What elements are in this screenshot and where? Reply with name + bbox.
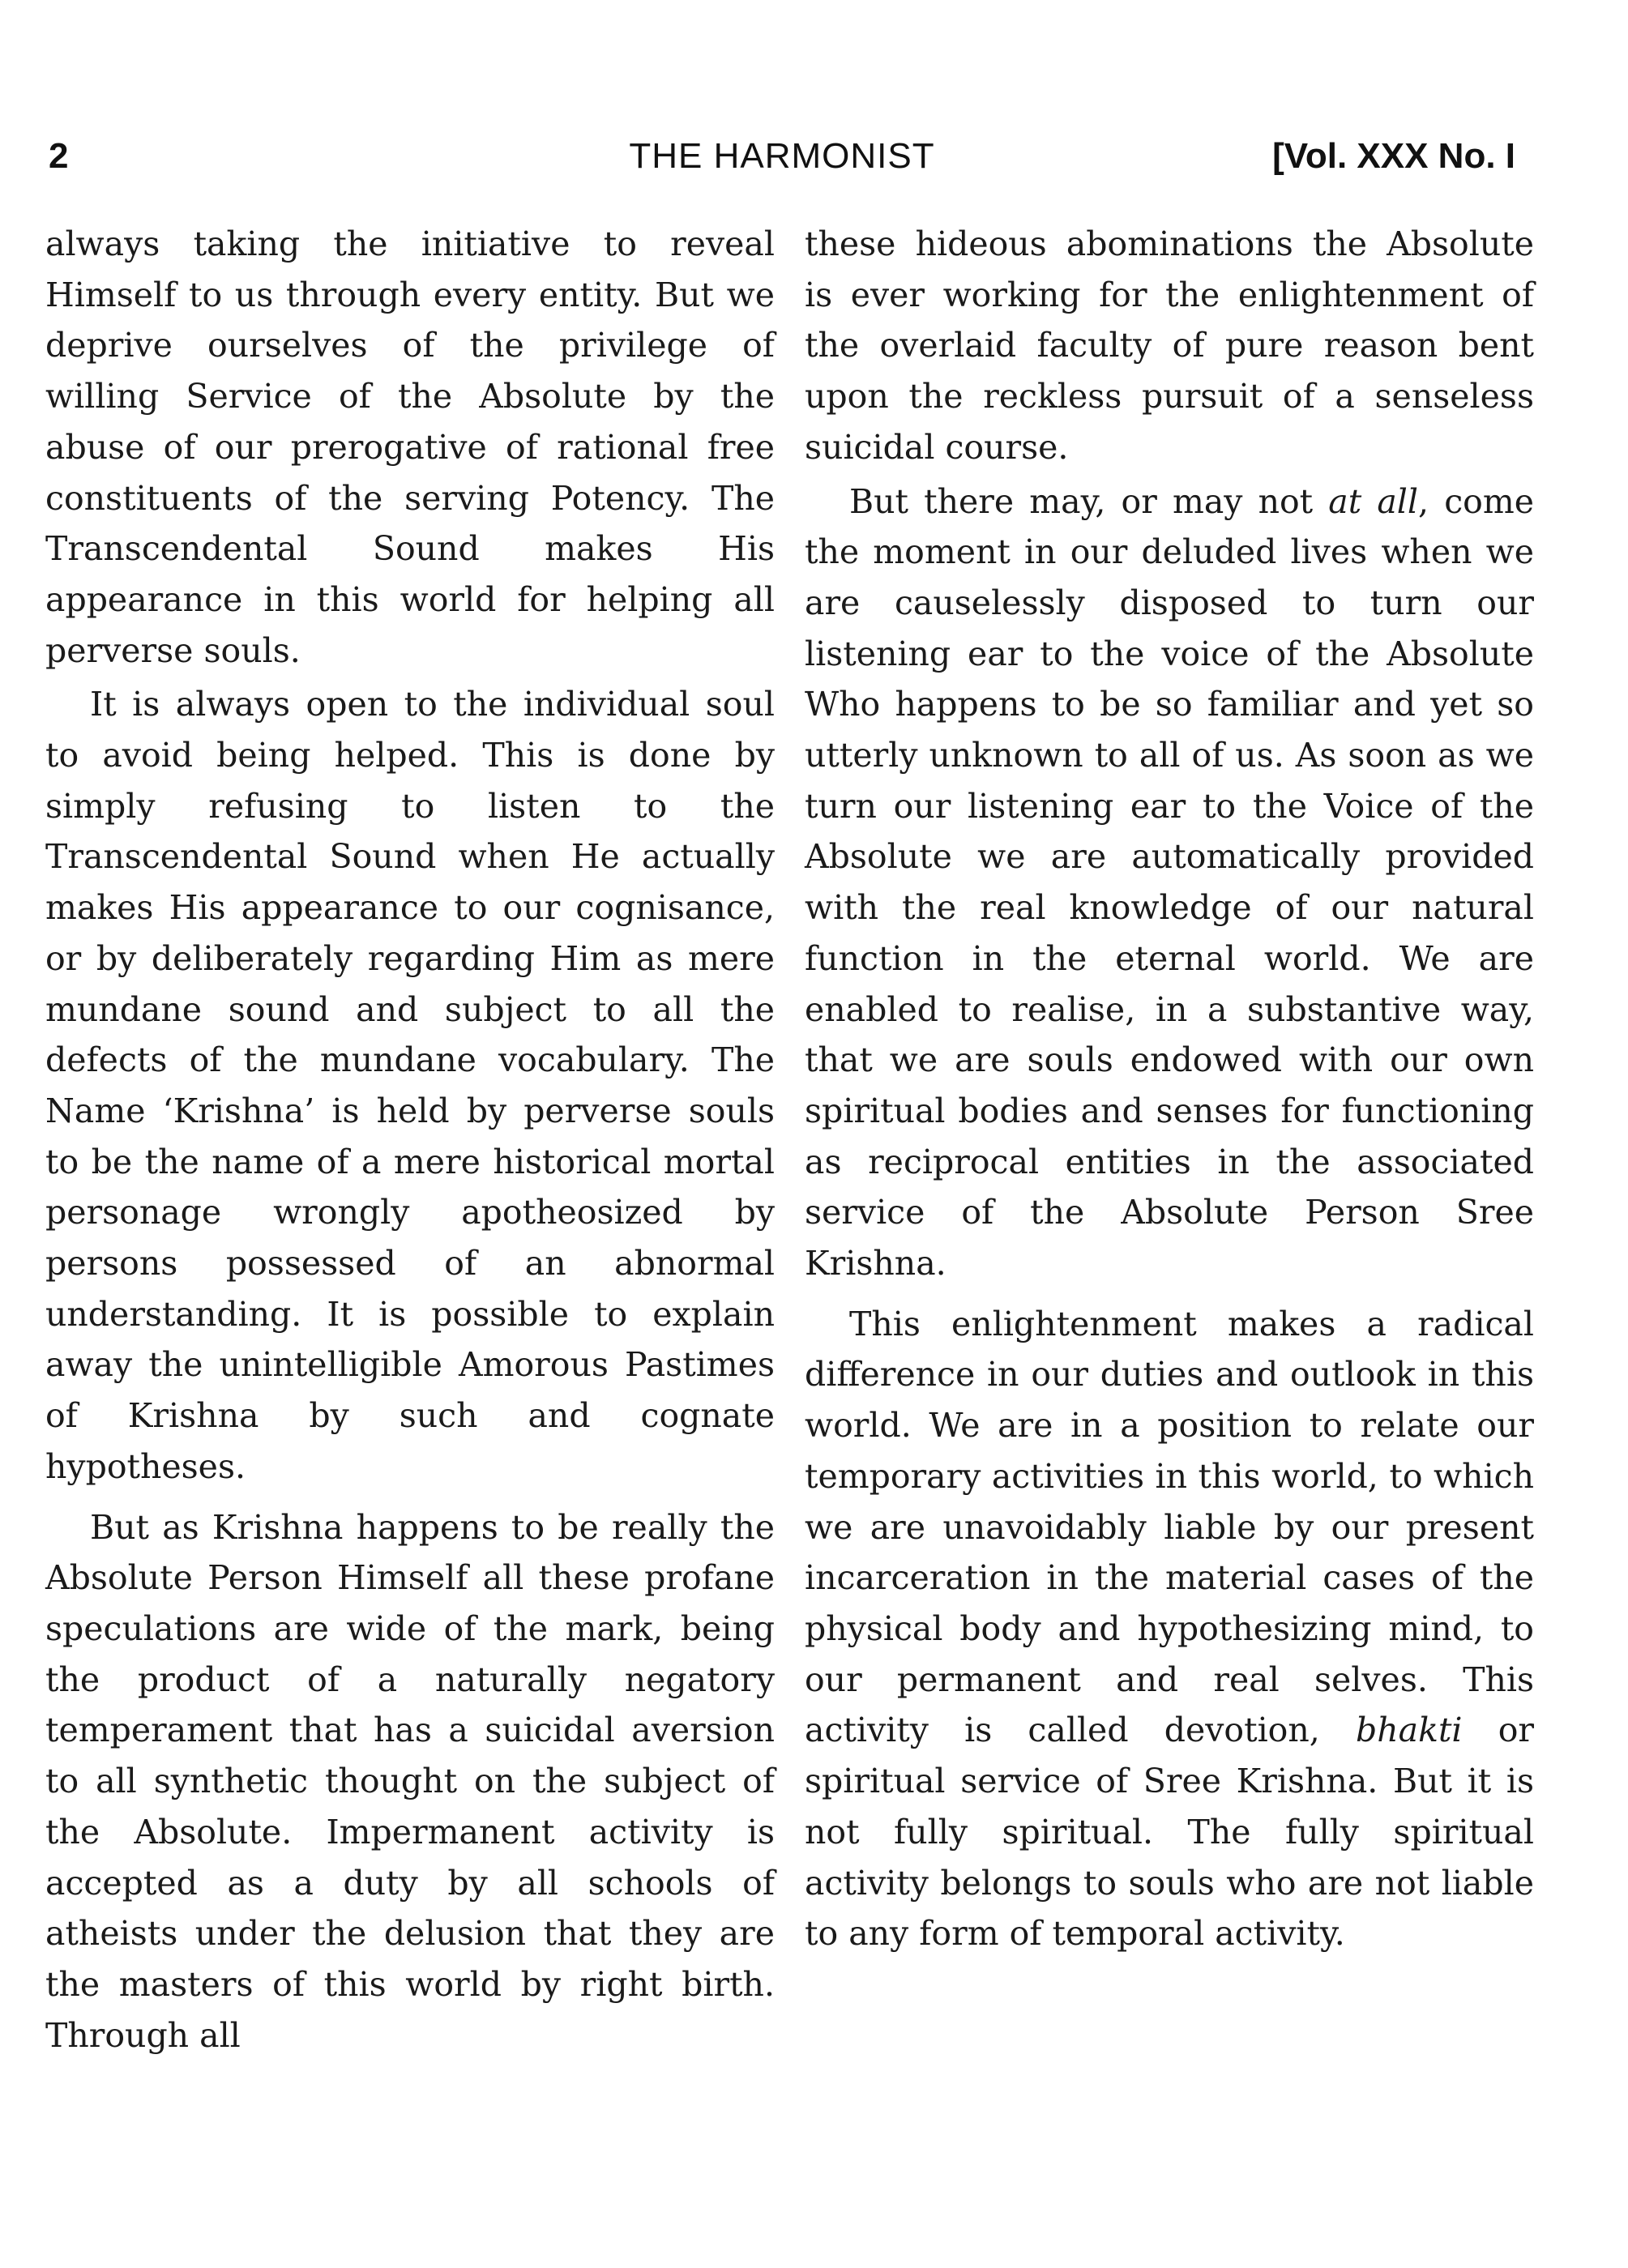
paragraph-text: This enlightenment makes a radical difference in our duties and outlook in this world. We are in a position to relate our temporary activities in this world, to which we are unavoidably liable by our present incarceration in the material cases of the physical body and hypothesizing mind, to our permanent and real selves. This activity is called devotion,	[805, 1304, 1534, 1750]
italic-phrase: at all	[1328, 481, 1419, 521]
paragraph-text: or spiritual service of Sree Krishna. But it is not fully spiritual. The fully spiritual activity belongs to souls who are not liable to any form of temporal activity.	[805, 1711, 1534, 1954]
paragraph: But as Krishna happens to be really the Absolute Person Himself all these profane speculations are wide of the mark, being the product of a naturally negatory temperament that has a suicidal aversion to all synthetic thought on the subject of the Absolute. Impermanent activity is accepted as a duty by all schools of atheists under the delusion that they are the masters of this world by right birth. Through all	[45, 1507, 775, 2055]
paragraph: these hideous abominations the Absolute is ever working for the enlightenment of the overlaid faculty of pure reason bent upon the reckless pursuit of a senseless suicidal course.	[805, 224, 1534, 467]
paragraph: always taking the initiative to reveal Himself to us through every entity. But we deprive ourselves of the privilege of willing Service of the Absolute by the abuse of our prerogative of rational free constituents of the serving Potency. The Transcendental Sound makes His appearance in this world for helping all perverse souls.	[45, 224, 775, 670]
page-number: 2	[49, 136, 69, 176]
paragraph-text: But there may, or may not	[849, 481, 1329, 521]
italic-phrase: bhakti	[1356, 1711, 1463, 1750]
paragraph-text: , come the moment in our deluded lives when we are causelessly disposed to turn our listening ear to the voice of the Absolute Who happens to be so familiar and yet so utterly unknown to all of us. As soon as we turn our listening ear to the Voice of the Absolute we are automatically provided with the real knowledge of our natural function in the eternal world. We are enabled to realise, in a substantive way, that we are souls endowed with our own spiritual bodies and senses for functioning as reciprocal entities in the associated service of the Absolute Person Sree Krishna.	[805, 481, 1534, 1283]
paragraph	[805, 476, 1534, 1289]
right-column	[805, 219, 1534, 1963]
paragraph	[805, 1299, 1534, 1959]
paragraph: It is always open to the individual soul to avoid being helped. This is done by simply refusing to listen to the Transcendental Sound when He actually makes His appearance to our cognisance, or by deliberately regarding Him as mere mundane sound and subject to all the defects of the mundane vocabulary. The Name ‘Krishna’ is held by perverse souls to be the name of a mere historical mortal personage wrongly apotheosized by persons possessed of an abnormal understanding. It is possible to explain away the unintelligible Amorous Pastimes of Krishna by such and cognate hypotheses.	[45, 685, 775, 1486]
left-column	[45, 219, 775, 2064]
page-header	[49, 136, 1515, 185]
running-title: THE HARMONIST	[629, 136, 935, 176]
volume-info: [Vol. XXX No. I	[1272, 136, 1515, 176]
